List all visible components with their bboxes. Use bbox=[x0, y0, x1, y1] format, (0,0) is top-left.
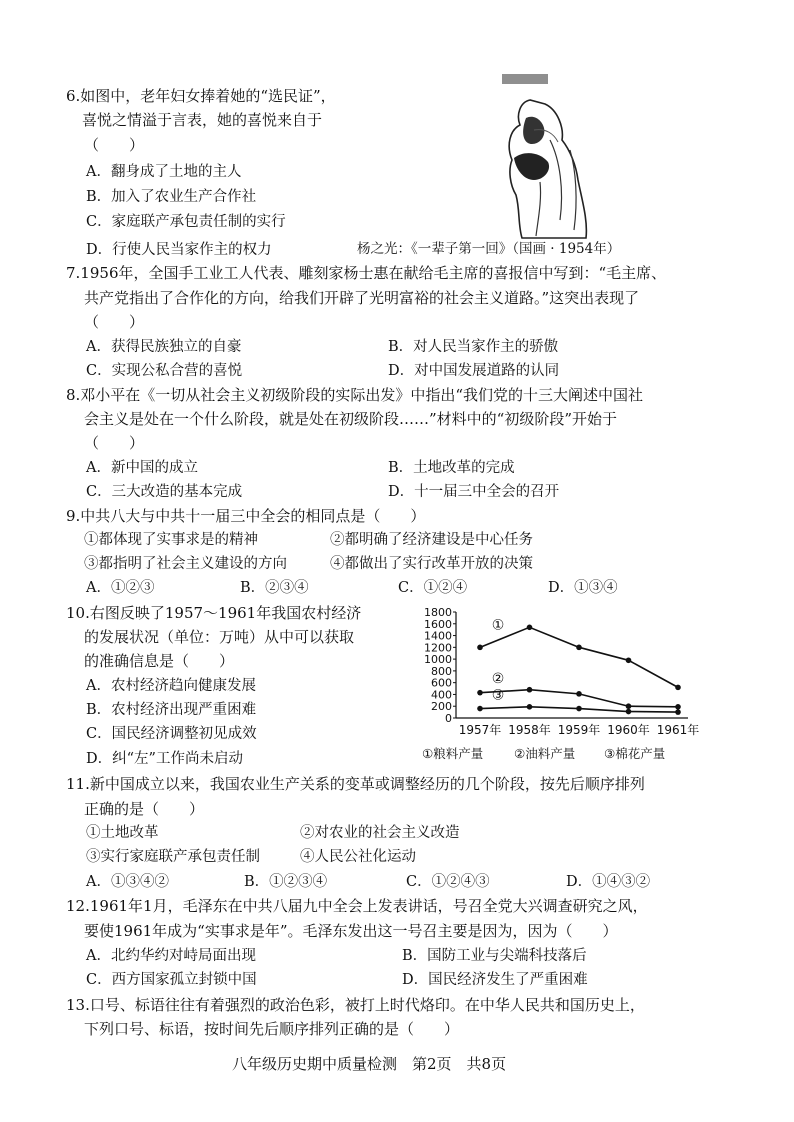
rural-economy-chart bbox=[410, 604, 700, 766]
q9-option-a: A．①②③ bbox=[86, 580, 155, 596]
chart-series-line bbox=[480, 627, 678, 687]
q7-answer-paren: （ ） bbox=[84, 313, 145, 331]
q9-option-d: D．①③④ bbox=[548, 580, 618, 596]
chart-x-tick-label: 1961年 bbox=[656, 723, 700, 737]
chart-data-point bbox=[675, 704, 681, 710]
q7-stem-line1: 7.1956年，全国手工业工人代表、雕刻家杨士惠在献给毛主席的喜报信中写到：“毛主席、 bbox=[66, 264, 667, 282]
chart-legend-item: ①粮料产量 bbox=[422, 746, 484, 761]
chart-x-tick-label: 1957年 bbox=[458, 723, 502, 737]
q11-item-2: ②对农业的社会主义改造 bbox=[300, 825, 460, 841]
chart-y-tick-label: 800 bbox=[431, 664, 452, 678]
q7-option-a: A．获得民族独立的自豪 bbox=[86, 339, 242, 355]
q12-option-c: C．西方国家孤立封锁中国 bbox=[86, 972, 257, 988]
q6-option-c: C．家庭联产承包责任制的实行 bbox=[86, 214, 286, 230]
chart-x-tick-label: 1959年 bbox=[557, 723, 601, 737]
q8-option-a: A．新中国的成立 bbox=[86, 460, 198, 476]
q8-answer-paren: （ ） bbox=[84, 434, 145, 452]
chart-y-tick-label: 600 bbox=[431, 676, 452, 690]
q11-option-d: D．①④③② bbox=[566, 874, 651, 890]
chart-series-marker: ② bbox=[491, 671, 505, 688]
chart-x-tick-label: 1958年 bbox=[508, 723, 551, 737]
q8-option-d: D．十一届三中全会的召开 bbox=[388, 484, 560, 500]
chart-data-point bbox=[626, 703, 632, 709]
chart-series-marker: ③ bbox=[491, 687, 505, 704]
chart-data-point bbox=[576, 706, 582, 712]
chart-data-point bbox=[477, 690, 483, 696]
q9-item-1: ①都体现了实事求是的精神 bbox=[84, 532, 258, 548]
q12-stem-line2: 要使1961年成为“实事求是年”。毛泽东发出这一号召主要是因为，因为（ ） bbox=[84, 922, 618, 940]
q6-option-d: D．行使人民当家作主的权力 bbox=[86, 242, 272, 258]
chart-data-point bbox=[576, 645, 582, 651]
q6-answer-paren: （ ） bbox=[84, 136, 145, 154]
q8-stem-line2: 会主义是处在一个什么阶段，就是处在初级阶段……”材料中的“初级阶段”开始于 bbox=[84, 410, 618, 428]
chart-y-tick-label: 1400 bbox=[424, 629, 452, 643]
chart-data-point bbox=[477, 706, 483, 712]
q6-stem-line1: 6.如图中，老年妇女捧着她的“选民证”， bbox=[66, 87, 336, 105]
chart-data-point bbox=[527, 704, 533, 710]
q8-stem-line1: 8.邓小平在《一切从社会主义初级阶段的实际出发》中指出“我们党的十三大阐述中国社 bbox=[66, 386, 643, 404]
chart-data-point bbox=[626, 709, 632, 715]
q10-stem-line1: 10.右图反映了1957～1961年我国农村经济 bbox=[66, 604, 362, 622]
q12-option-a: A．北约华约对峙局面出现 bbox=[86, 948, 256, 964]
q10-stem-line3: 的准确信息是（ ） bbox=[84, 652, 235, 670]
chart-y-tick-label: 200 bbox=[431, 700, 452, 714]
q9-item-3: ③都指明了社会主义建设的方向 bbox=[84, 556, 287, 572]
chart-legend-item: ③棉花产量 bbox=[604, 746, 666, 761]
q9-item-4: ④都做出了实行改革开放的决策 bbox=[330, 556, 533, 572]
q12-option-d: D．国民经济发生了严重困难 bbox=[402, 972, 588, 988]
q10-option-a: A．农村经济趋向健康发展 bbox=[86, 678, 256, 694]
chart-legend-item: ②油料产量 bbox=[514, 746, 576, 761]
chart-data-point bbox=[527, 687, 533, 693]
chart-y-tick-label: 1800 bbox=[424, 606, 452, 619]
chart-data-point bbox=[477, 645, 483, 651]
chart-data-point bbox=[626, 657, 632, 663]
q13-stem-line1: 13.口号、标语往往有着强烈的政治色彩，被打上时代烙印。在中华人民共和国历史上， bbox=[66, 996, 645, 1014]
q10-option-b: B．农村经济出现严重困难 bbox=[86, 702, 257, 718]
painting-illustration bbox=[490, 70, 590, 240]
q12-stem-line1: 12.1961年1月，毛泽东在中共八届九中全会上发表讲话，号召全党大兴调查研究之风， bbox=[66, 897, 648, 915]
q7-option-b: B．对人民当家作主的骄傲 bbox=[388, 339, 559, 355]
q10-option-c: C．国民经济调整初见成效 bbox=[86, 726, 257, 742]
q7-option-d: D．对中国发展道路的认同 bbox=[388, 363, 560, 379]
chart-data-point bbox=[527, 625, 533, 631]
q8-option-b: B．土地改革的完成 bbox=[388, 460, 515, 476]
q6-option-b: B．加入了农业生产合作社 bbox=[86, 189, 257, 205]
q11-option-a: A．①③④② bbox=[86, 874, 169, 890]
chart-y-tick-label: 0 bbox=[445, 712, 452, 725]
q13-stem-line2: 下列口号、标语，按时间先后顺序排列正确的是（ ） bbox=[84, 1020, 460, 1038]
chart-y-tick-label: 400 bbox=[431, 688, 452, 702]
q11-item-3: ③实行家庭联产承包责任制 bbox=[86, 849, 260, 865]
q10-stem-line2: 的发展状况（单位：万吨）从中可以获取 bbox=[84, 628, 355, 646]
chart-series-marker: ① bbox=[491, 617, 505, 634]
q7-stem-line2: 共产党指出了合作化的方向，给我们开辟了光明富裕的社会主义道路。”这突出表现了 bbox=[84, 289, 640, 307]
q9-option-c: C．①②④ bbox=[398, 580, 468, 596]
q12-option-b: B．国防工业与尖端科技落后 bbox=[402, 948, 587, 964]
q6-stem-line2: 喜悦之情溢于言表，她的喜悦来自于 bbox=[82, 111, 323, 129]
q9-item-2: ②都明确了经济建设是中心任务 bbox=[330, 532, 533, 548]
chart-y-tick-label: 1000 bbox=[424, 653, 452, 667]
q11-stem-line1: 11.新中国成立以来，我国农业生产关系的变革或调整经历的几个阶段，按先后顺序排列 bbox=[66, 775, 645, 793]
q9-stem: 9.中共八大与中共十一届三中全会的相同点是（ ） bbox=[66, 507, 426, 525]
page-footer: 八年级历史期中质量检测 第2页 共8页 bbox=[232, 1055, 507, 1073]
q7-option-c: C．实现公私合营的喜悦 bbox=[86, 363, 243, 379]
chart-data-point bbox=[675, 709, 681, 715]
q11-option-c: C．①②④③ bbox=[406, 874, 490, 890]
chart-data-point bbox=[576, 691, 582, 697]
chart-y-tick-label: 1600 bbox=[424, 617, 452, 631]
chart-x-tick-label: 1960年 bbox=[607, 723, 650, 737]
q11-stem-line2: 正确的是（ ） bbox=[84, 800, 205, 818]
chart-y-tick-label: 1200 bbox=[424, 641, 452, 655]
painting-caption: 杨之光：《一辈子第一回》（国画 · 1954年） bbox=[357, 241, 621, 257]
q9-option-b: B．②③④ bbox=[240, 580, 309, 596]
q10-option-d: D．纠“左”工作尚未启动 bbox=[86, 751, 243, 767]
chart-data-point bbox=[675, 685, 681, 691]
q11-item-4: ④人民公社化运动 bbox=[300, 849, 416, 865]
q6-option-a: A．翻身成了土地的主人 bbox=[86, 164, 242, 180]
q11-option-b: B．①②③④ bbox=[244, 874, 328, 890]
q11-item-1: ①土地改革 bbox=[86, 825, 159, 841]
q8-option-c: C．三大改造的基本完成 bbox=[86, 484, 243, 500]
